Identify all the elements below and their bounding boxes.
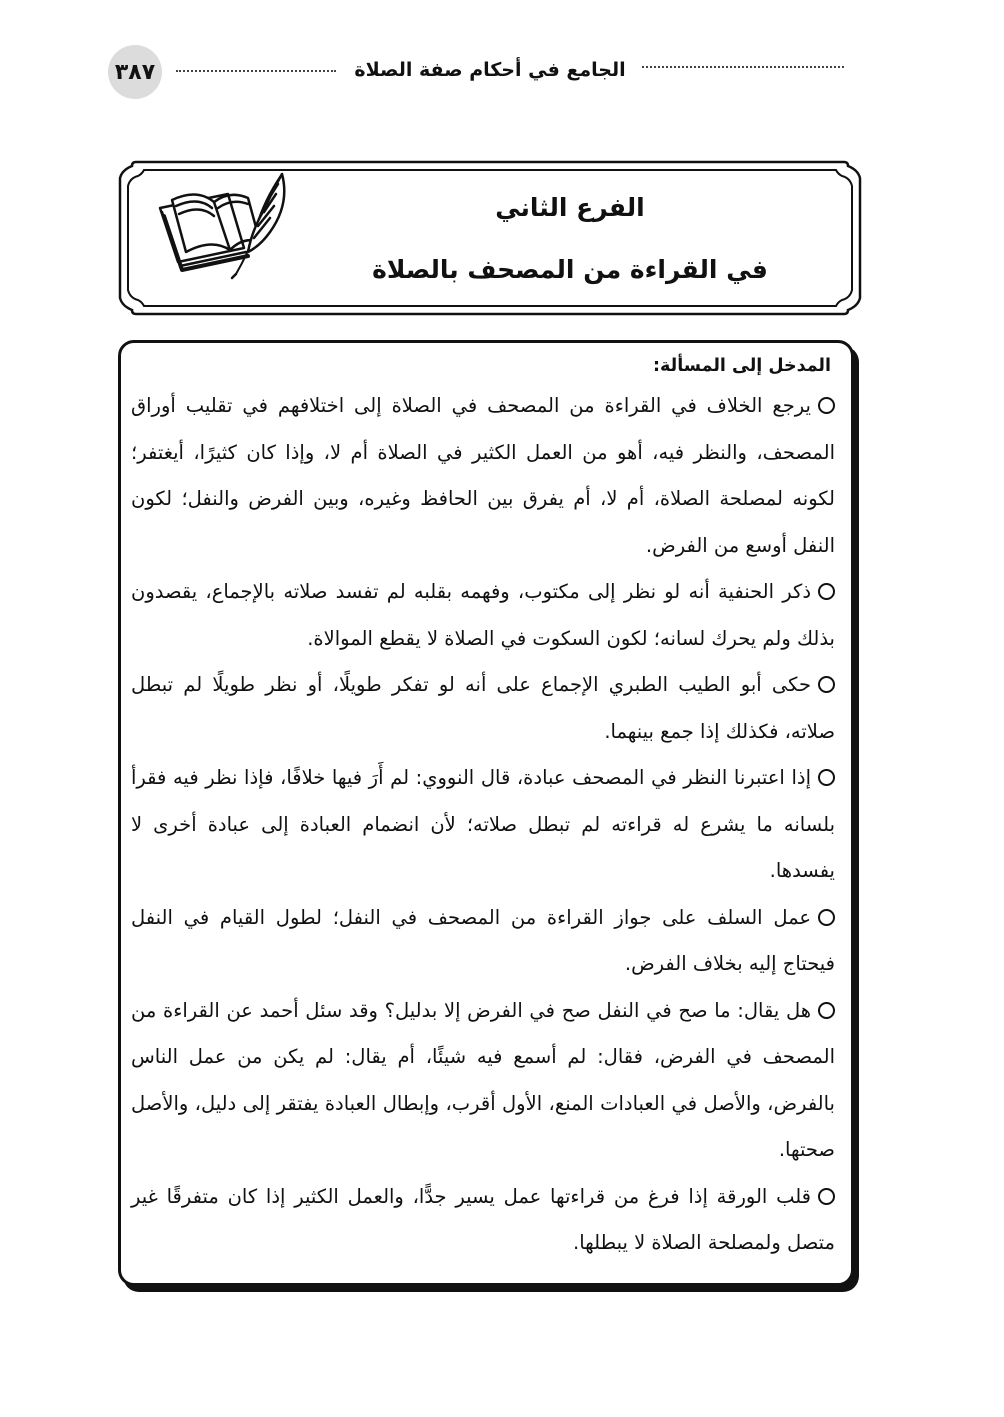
paragraph-text: عمل السلف على جواز القراءة من المصحف في النفل؛ لطول القيام في النفل فيحتاج إليه بخلاف الفرض. bbox=[131, 905, 835, 975]
running-header-title: الجامع في أحكام صفة الصلاة bbox=[354, 59, 626, 81]
paragraph-text: قلب الورقة إذا فرغ من قراءتها عمل يسير جدًّا، والعمل الكثير إذا كان متفرقًا غير متصل ولمصلحة الصلاة لا يبطلها. bbox=[131, 1184, 835, 1254]
paragraph bbox=[131, 662, 837, 755]
header-dotted-rule-right bbox=[642, 66, 844, 68]
paragraph bbox=[131, 383, 837, 569]
paragraph-text: إذا اعتبرنا النظر في المصحف عبادة، قال النووي: لم أَرَ فيها خلافًا، فإذا نظر فيه فقرأ بلسانه ما يشرع له قراءته لم تبطل صلاته؛ لأن انضمام العبادة إلى عبادة أخرى لا يفسدها. bbox=[131, 766, 835, 882]
circle-bullet-icon bbox=[818, 397, 835, 414]
circle-bullet-icon bbox=[818, 909, 835, 926]
book-and-quill-icon bbox=[152, 170, 292, 280]
circle-bullet-icon bbox=[818, 1002, 835, 1019]
chapter-title: الفرع الثاني bbox=[495, 193, 645, 222]
paragraph-text: هل يقال: ما صح في النفل صح في الفرض إلا بدليل؟ وقد سئل أحمد عن القراءة من المصحف في الفرض، فقال: لم أسمع فيه شيئًا، أم يقال: لم يكن من عمل الناس بالفرض، والأصل في العبادات المنع، الأول أقرب، وإبطال العبادة يفتقر إلى دليل، والأصل صحتها. bbox=[131, 998, 835, 1161]
content-text-area bbox=[131, 349, 837, 1267]
content-box bbox=[118, 340, 854, 1286]
circle-bullet-icon bbox=[818, 1188, 835, 1205]
paragraph bbox=[131, 569, 837, 662]
circle-bullet-icon bbox=[818, 676, 835, 693]
paragraph bbox=[131, 755, 837, 895]
circle-bullet-icon bbox=[818, 583, 835, 600]
paragraph bbox=[131, 988, 837, 1174]
circle-bullet-icon bbox=[818, 769, 835, 786]
paragraph-text: حكى أبو الطيب الطبري الإجماع على أنه لو تفكر طويلًا، أو نظر طويلًا لم تبطل صلاته، فكذلك إذا جمع بينهما. bbox=[131, 673, 835, 743]
paragraph-text: ذكر الحنفية أنه لو نظر إلى مكتوب، وفهمه بقلبه لم تفسد صلاته بالإجماع، يقصدون بذلك ولم يحرك لسانه؛ لكون السكوت في الصلاة لا يقطع الموالاة. bbox=[131, 580, 835, 650]
paragraph bbox=[131, 895, 837, 988]
section-label: المدخل إلى المسألة: bbox=[653, 356, 831, 376]
paragraph-text: يرجع الخلاف في القراءة من المصحف في الصلاة إلى اختلافهم في تقليب أوراق المصحف، والنظر فيه، أهو من العمل الكثير في الصلاة أم لا، وإذا كان كثيرًا، أيغتفر؛ لكونه لمصلحة الصلاة، أم لا، أم يفرق بين الحافظ وغيره، وبين الفرض والنفل؛ لكون النفل أوسع من الفرض. bbox=[131, 394, 835, 557]
paragraph bbox=[131, 1174, 837, 1267]
page-number: ٣٨٧ bbox=[108, 45, 162, 99]
header-dotted-rule-left bbox=[176, 70, 336, 72]
chapter-subtitle: في القراءة من المصحف بالصلاة bbox=[372, 255, 768, 284]
